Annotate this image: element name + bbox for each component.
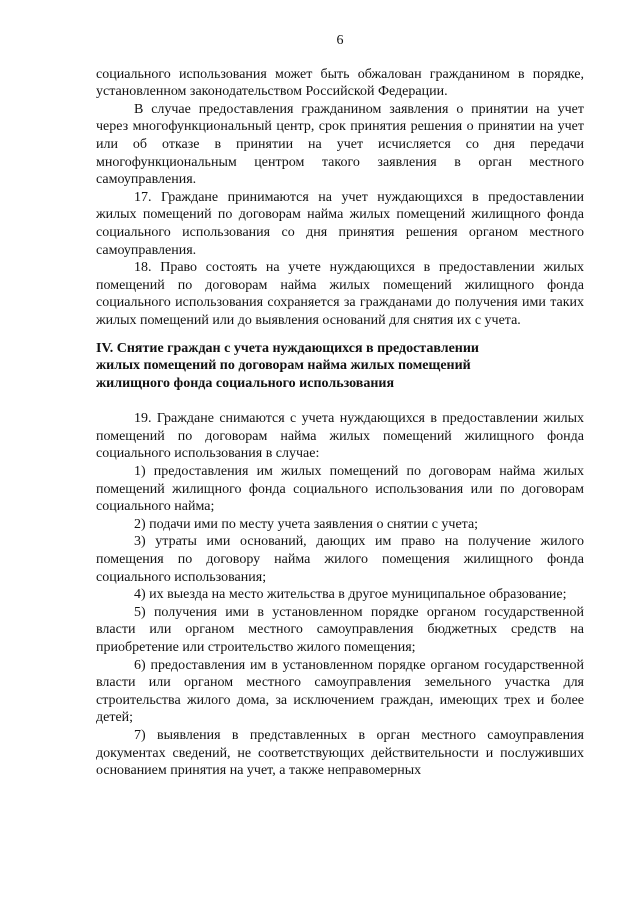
section-heading bbox=[96, 340, 584, 393]
paragraph-17: 17. Граждане принимаются на учет нуждающихся в предоставлении жилых помещений по договорам найма жилых помещений жилищного фонда социального использования со дня принятия решения органом местного самоуправления. bbox=[96, 189, 584, 258]
list-item-2: 2) подачи ими по месту учета заявления о снятии с учета; bbox=[134, 516, 479, 532]
list-item-6: 6) предоставления им в установленном порядке органом государственной власти или органом местного самоуправления земельного участка для строительства жилого дома, за исключением граждан, имеющих трех и более детей; bbox=[96, 657, 584, 726]
section-heading-line-2: жилых помещений по договорам найма жилых помещений bbox=[96, 358, 471, 374]
list-item-7: 7) выявления в представленных в орган местного самоуправления документах сведений, не соответствующих действительности и послуживших основанием принятия на учет, а также неправомерных bbox=[96, 727, 584, 779]
section-heading-line-1: IV. Снятие граждан с учета нуждающихся в предоставлении bbox=[96, 340, 479, 356]
paragraph-19: 19. Граждане снимаются с учета нуждающихся в предоставлении жилых помещений по договорам найма жилых помещений жилищного фонда социального использования в случае: bbox=[96, 411, 584, 462]
section-heading-line-3: жилищного фонда социального использования bbox=[96, 375, 395, 391]
list-item-1: 1) предоставления им жилых помещений по договорам найма жилых помещений жилищного фонда социального использования или по договорам социального найма; bbox=[96, 464, 584, 515]
paragraph-mfc-application: В случае предоставления гражданином заявления о принятии на учет через многофункциональный центр, срок принятия решения о принятии на учет или об отказе в принятии на учет исчисляется со дня передачи многофункциональным центром такого заявления в орган местного самоуправления. bbox=[96, 101, 584, 188]
list-item-3: 3) утраты ими оснований, дающих им право на получение жилого помещения по договору найма жилого помещения жилищного фонда социального использования; bbox=[96, 534, 584, 585]
paragraph-18: 18. Право состоять на учете нуждающихся в предоставлении жилых помещений по договорам найма жилых помещений жилищного фонда социального использования сохраняется за гражданами до получения ими таких жилых помещений или до выявления оснований для снятия их с учета. bbox=[96, 260, 584, 328]
paragraph-appeal-continuation: социального использования может быть обжалован гражданином в порядке, установленном законодательством Российской Федерации. bbox=[96, 66, 584, 100]
page-number: 6 bbox=[336, 33, 344, 48]
document-page bbox=[96, 32, 584, 780]
list-item-4: 4) их выезда на место жительства в другое муниципальное образование; bbox=[134, 587, 567, 603]
list-item-5: 5) получения ими в установленном порядке органом государственной власти или органом местного самоуправления бюджетных средств на приобретение или строительство жилого помещения; bbox=[96, 604, 584, 655]
